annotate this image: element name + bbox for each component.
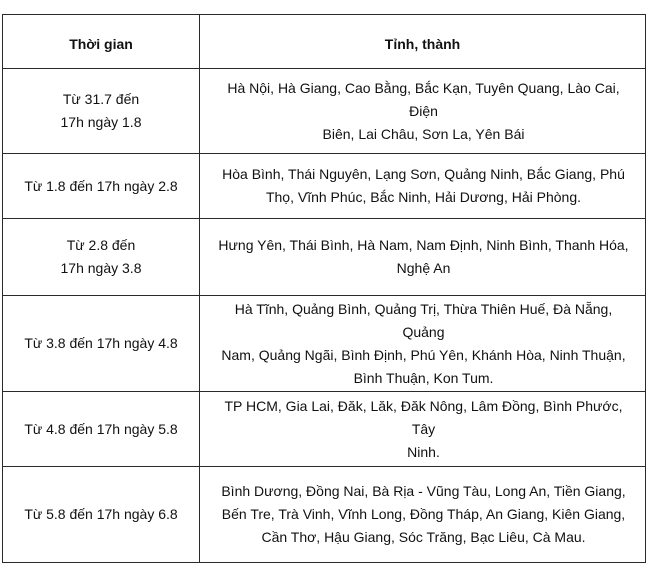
time-line: Từ 2.8 đến	[66, 237, 136, 253]
province-line: Nghệ An	[396, 260, 451, 276]
time-line: Từ 3.8 đến 17h ngày 4.8	[24, 335, 178, 351]
province-cell	[200, 154, 646, 219]
time-cell	[3, 219, 200, 296]
time-cell	[3, 154, 200, 219]
province-line: Biên, Lai Châu, Sơn La, Yên Bái	[322, 125, 525, 142]
header-time: Thời gian	[3, 15, 200, 69]
province-line: Cần Thơ, Hậu Giang, Sóc Trăng, Bạc Liêu, Cà Mau.	[261, 529, 586, 545]
province-cell	[200, 392, 646, 467]
header-row	[3, 15, 646, 69]
province-line: Hà Nội, Hà Giang, Cao Bằng, Bắc Kạn, Tuyên Quang, Lào Cai, Điện	[227, 79, 620, 119]
province-line: Bình Dương, Đồng Nai, Bà Rịa - Vũng Tàu, Long An, Tiền Giang,	[221, 483, 626, 499]
time-line: Từ 5.8 đến 17h ngày 6.8	[24, 506, 178, 522]
province-line: Hòa Bình, Thái Nguyên, Lạng Sơn, Quảng Ninh, Bắc Giang, Phú	[222, 166, 625, 182]
province-line: Hà Tĩnh, Quảng Bình, Quảng Trị, Thừa Thiên Huế, Đà Nẵng, Quảng	[234, 300, 613, 340]
province-line: Bình Thuận, Kon Tum.	[353, 369, 494, 386]
header-province: Tỉnh, thành	[200, 15, 646, 69]
province-line: TP HCM, Gia Lai, Đăk, Lăk, Đăk Nông, Lâm Đồng, Bình Phước, Tây	[224, 397, 623, 437]
province-line: Nam, Quảng Ngãi, Bình Định, Phú Yên, Khánh Hòa, Ninh Thuận,	[221, 346, 626, 363]
table-row	[3, 296, 646, 392]
time-line: Từ 1.8 đến 17h ngày 2.8	[24, 177, 178, 194]
time-cell	[3, 392, 200, 467]
time-cell	[3, 69, 200, 154]
province-cell	[200, 219, 646, 296]
province-line: Bến Tre, Trà Vinh, Vĩnh Long, Đồng Tháp, An Giang, Kiên Giang,	[221, 506, 626, 522]
table-row	[3, 154, 646, 219]
table-row	[3, 69, 646, 154]
province-cell	[200, 467, 646, 563]
time-line: Từ 4.8 đến 17h ngày 5.8	[24, 420, 178, 437]
province-line: Ninh.	[407, 443, 440, 460]
time-line: 17h ngày 3.8	[60, 260, 142, 276]
time-cell	[3, 467, 200, 563]
time-line: 17h ngày 1.8	[60, 114, 142, 130]
table-row	[3, 219, 646, 296]
province-line: Hưng Yên, Thái Bình, Hà Nam, Nam Định, Ninh Bình, Thanh Hóa,	[218, 237, 629, 253]
table-row	[3, 467, 646, 563]
table-row	[3, 392, 646, 467]
time-line: Từ 31.7 đến	[62, 91, 140, 107]
province-cell	[200, 69, 646, 154]
province-line: Thọ, Vĩnh Phúc, Bắc Ninh, Hải Dương, Hải Phòng.	[265, 189, 582, 205]
schedule-table	[2, 14, 646, 563]
time-cell	[3, 296, 200, 392]
province-cell	[200, 296, 646, 392]
